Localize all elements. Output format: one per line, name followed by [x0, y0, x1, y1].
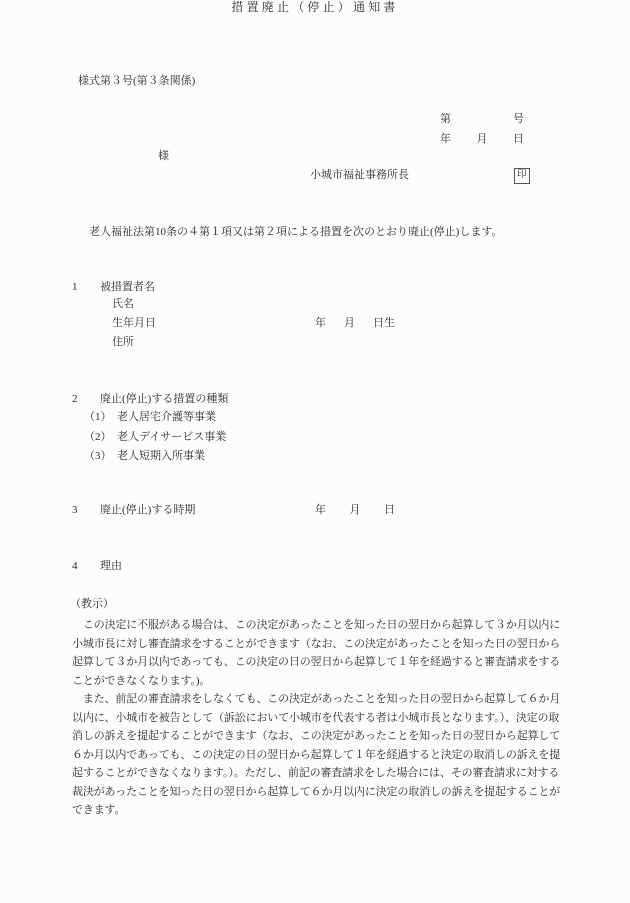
- birthdate-month: 月: [344, 317, 355, 329]
- measure-item-2: （2） 老人デイサービス事業: [84, 431, 227, 443]
- kyoji-line: この決定に不服がある場合は、この決定があったことを知った日の翌日から起算して３か月以内に: [72, 619, 561, 631]
- section-2-heading: [72, 393, 228, 406]
- kyoji-heading: （教示）: [70, 598, 114, 610]
- birthdate-day: 日生: [373, 317, 395, 329]
- form-number: 様式第３号(第３条関係): [78, 75, 196, 87]
- kyoji-line: できます。: [72, 804, 126, 816]
- kyoji-line: 起算して３か月以内であっても、この決定の日の翌日から起算して１年を経過すると審査請求をする: [72, 656, 561, 668]
- kyoji-line: ６か月以内であっても、この決定の日の翌日から起算して１年を経過すると決定の取消しの訴えを提: [72, 748, 561, 761]
- field-birthdate-label: 生年月日: [112, 317, 156, 329]
- document-number-suffix: 号: [513, 113, 524, 125]
- birthdate-year: 年: [315, 317, 326, 329]
- section-3-heading: [72, 504, 195, 517]
- measure-item-3: （3） 老人短期入所事業: [84, 450, 205, 462]
- document-number-line: [440, 113, 524, 126]
- kyoji-line: 小城市長に対し審査請求をすることができます（なお、この決定があったことを知った日の翌日から: [72, 637, 561, 650]
- field-name-label: 氏名: [112, 298, 134, 310]
- section-4-number: 4: [72, 560, 78, 572]
- kyoji-line: また、前記の審査請求をしなくても、この決定があったことを知った日の翌日から起算して６か月: [72, 693, 561, 705]
- intro-sentence: 老人福祉法第10条の４第１項又は第２項による措置を次のとおり廃止(停止)します。: [89, 226, 503, 238]
- kyoji-line: 以内に、小城市を被告として（訴訟において小城市を代表する者は小城市長となります。）、決定の取: [72, 711, 560, 724]
- measure-item-1: （1） 老人居宅介護等事業: [84, 411, 216, 423]
- kyoji-line: 消しの訴えを提起することができます（なお、この決定があったことを知った日の翌日から起算して: [72, 730, 561, 742]
- field-address-label: 住所: [112, 336, 134, 348]
- issue-date-line: [440, 133, 524, 146]
- section-2-title: 廃止(停止)する措置の種類: [100, 393, 229, 405]
- section-3-number: 3: [72, 504, 78, 516]
- document-number-prefix: 第: [440, 113, 451, 125]
- seal-stamp-placeholder: 印: [514, 168, 530, 184]
- section-3-title: 廃止(停止)する時期: [100, 504, 196, 516]
- addressee-honorific: 様: [158, 150, 169, 162]
- kyoji-line: ことができなくなります。)。: [72, 674, 211, 687]
- issue-date-year: 年: [440, 133, 451, 145]
- document-title: 措置廃止（停止）通知書: [231, 0, 399, 14]
- section-1-heading: [72, 281, 155, 294]
- issue-date-day: 日: [513, 133, 524, 145]
- issuer-title: 小城市福祉事務所長: [310, 169, 409, 181]
- birthdate-blank-line: [315, 317, 395, 330]
- section-2-number: 2: [72, 393, 78, 405]
- section-4-heading: [72, 560, 122, 573]
- issue-date-month: 月: [476, 133, 488, 145]
- kyoji-line: 裁決があったことを知った日の翌日から起算して６か月以内に決定の取消しの訴えを提起することが: [72, 785, 561, 798]
- kyoji-paragraph: [72, 619, 570, 823]
- abolition-date-blank-line: [315, 504, 395, 517]
- section-1-title: 被措置者名: [100, 281, 155, 293]
- abolition-date-day: 日: [384, 504, 395, 516]
- section-1-number: 1: [72, 281, 78, 293]
- section-4-title: 理由: [100, 560, 122, 572]
- abolition-date-year: 年: [315, 504, 326, 516]
- kyoji-line: 起することができなくなります。）。ただし、前記の審査請求をした場合には、その審査請求に対する: [72, 767, 560, 779]
- abolition-date-month: 月: [349, 504, 361, 516]
